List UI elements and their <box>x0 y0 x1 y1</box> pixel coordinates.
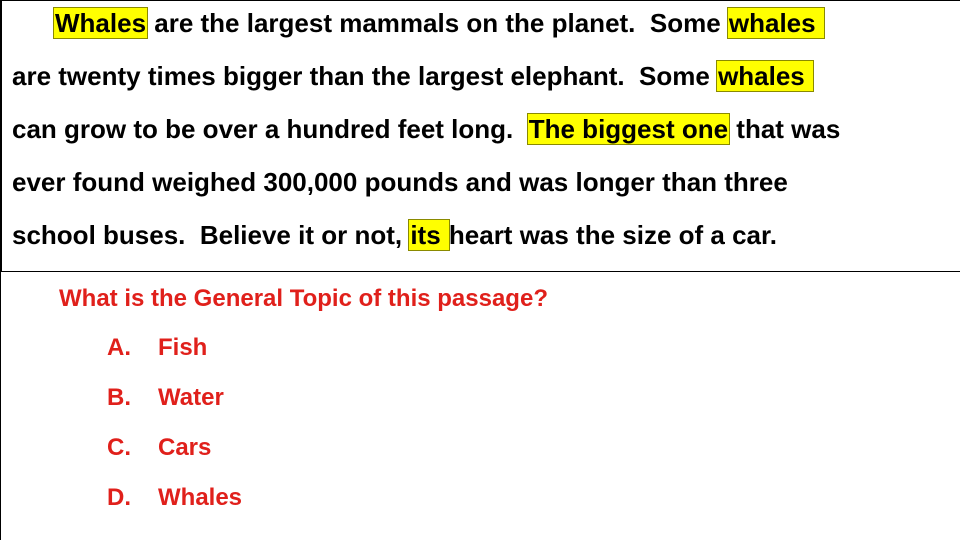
question-prompt: What is the General Topic of this passage? <box>59 285 548 312</box>
option-text: Whales <box>158 484 243 511</box>
passage-line-2 <box>12 59 813 93</box>
passage-box <box>1 0 960 272</box>
passage-text: ever found weighed 300,000 pounds and was longer than three <box>12 167 788 197</box>
option-text: Water <box>158 384 224 411</box>
option-letter: D. <box>107 484 131 511</box>
option-text: Fish <box>158 334 208 361</box>
highlight-whales-1: Whales <box>55 8 147 38</box>
passage-text: can grow to be over a hundred feet long. <box>12 114 528 144</box>
highlight-its: its <box>410 220 448 250</box>
passage-text: that was <box>729 114 841 144</box>
highlight-biggest-one: The biggest one <box>528 114 729 144</box>
passage-line-4 <box>12 165 788 199</box>
passage-line-1 <box>54 6 824 40</box>
passage-text: are twenty times bigger than the largest elephant. Some <box>12 61 718 91</box>
answer-option-c[interactable] <box>107 432 211 464</box>
passage-text: are the largest mammals on the planet. Some <box>147 8 728 38</box>
passage-text: heart was the size of a car. <box>448 220 777 250</box>
highlight-whales-3: whales <box>718 61 812 91</box>
option-letter: B. <box>107 384 131 411</box>
highlight-whales-2: whales <box>728 8 823 38</box>
option-letter: C. <box>107 434 131 461</box>
answer-option-d[interactable] <box>107 482 242 514</box>
option-text: Cars <box>158 434 212 461</box>
passage-line-3 <box>12 112 840 146</box>
passage-line-5 <box>12 218 777 252</box>
passage-text: school buses. Believe it or not, <box>12 220 410 250</box>
answer-option-b[interactable] <box>107 382 224 414</box>
answer-option-a[interactable] <box>107 332 207 364</box>
option-letter: A. <box>107 334 131 361</box>
